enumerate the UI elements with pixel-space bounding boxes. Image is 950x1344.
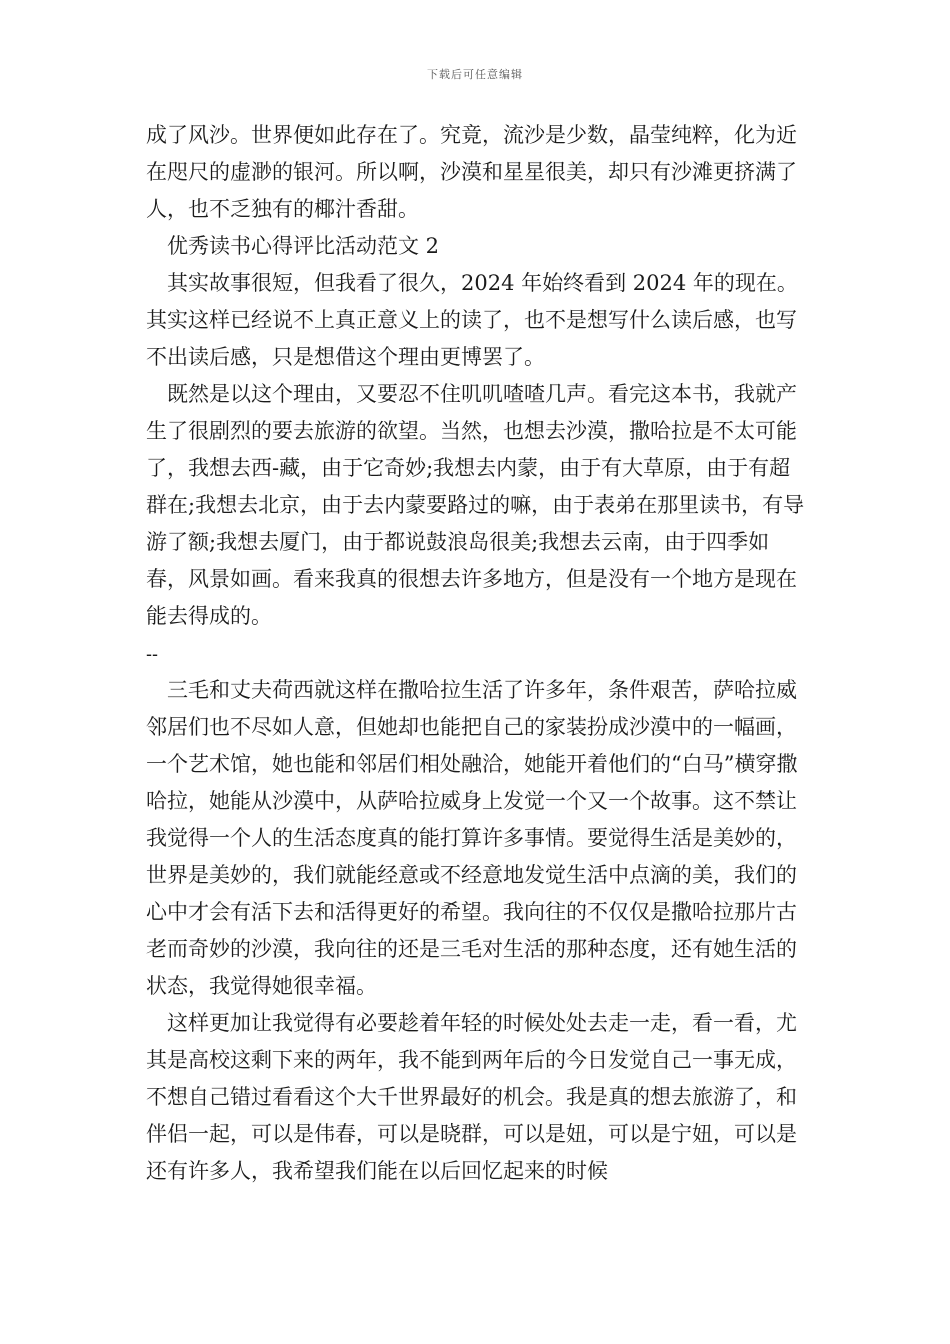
paragraph-continuation: 成了风沙。世界便如此存在了。究竟，流沙是少数，晶莹纯粹，化为近在咫尺的虚渺的银河。所以啊，沙漠和星星很美，却只有沙滩更挤满了人，也不乏独有的椰汁香甜。	[146, 123, 797, 221]
document-body	[146, 117, 806, 1190]
separator-mark: --	[146, 644, 158, 664]
paragraph-travel-wish: 既然是以这个理由，又要忍不住叽叽喳喳几声。看完这本书，我就产生了很剧烈的要去旅游的欲望。当然，也想去沙漠，撒哈拉是不太可能了，我想去西-藏，由于它奇妙;我想去内蒙，由于有大草原，由于有超群在;我想去北京，由于去内蒙要路过的嘛，由于表弟在那里读书，有导游了额;我想去厦门，由于都说鼓浪岛很美;我想去云南，由于四季如春，风景如画。看来我真的很想去许多地方，但是没有一个地方是现在能去得成的。	[146, 382, 805, 628]
paragraph-intro: 其实故事很短，但我看了很久，2024 年始终看到 2024 年的现在。其实这样已经说不上真正意义上的读了，也不是想写什么读后感，也写不出读后感，只是想借这个理由更博罢了。	[146, 271, 798, 369]
page-header-note: 下载后可任意编辑	[427, 68, 523, 81]
section-heading: 优秀读书心得评比活动范文 2	[167, 234, 440, 258]
paragraph-youth: 这样更加让我觉得有必要趁着年轻的时候处处去走一走，看一看，尤其是高校这剩下来的两年，我不能到两年后的今日发觉自己一事无成，不想自己错过看看这个大千世界最好的机会。我是真的想去旅游了，和伴侣一起，可以是伟春，可以是晓群，可以是妞，可以是宁妞，可以是还有许多人，我希望我们能在以后回忆起来的时候	[146, 1011, 797, 1183]
paragraph-sanmao: 三毛和丈夫荷西就这样在撒哈拉生活了许多年，条件艰苦，萨哈拉威邻居们也不尽如人意，但她却也能把自己的家装扮成沙漠中的一幅画，一个艺术馆，她也能和邻居们相处融洽，她能开着他们的“白马”横穿撒哈拉，她能从沙漠中，从萨哈拉威身上发觉一个又一个故事。这不禁让我觉得一个人的生活态度真的能打算许多事情。要觉得生活是美妙的，世界是美妙的，我们就能经意或不经意地发觉生活中点滴的美，我们的心中才会有活下去和活得更好的希望。我向往的不仅仅是撒哈拉那片古老而奇妙的沙漠，我向往的还是三毛对生活的那种态度，还有她生活的状态，我觉得她很幸福。	[146, 678, 798, 998]
